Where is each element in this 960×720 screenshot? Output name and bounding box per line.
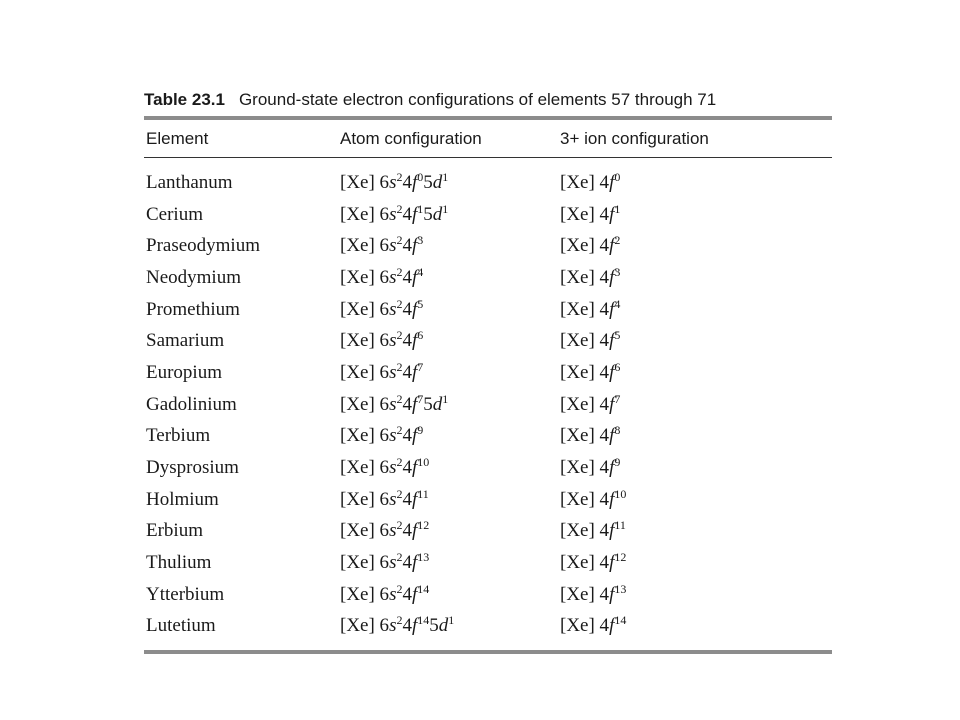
orbital-letter: f	[411, 298, 418, 320]
superscript: 1	[442, 391, 449, 406]
config-text: [Xe] 6	[340, 615, 390, 637]
orbital-letter: f	[609, 583, 615, 605]
atom-configuration	[340, 296, 560, 321]
atom-configuration	[340, 201, 560, 226]
config-text: 4	[402, 488, 412, 510]
ion-configuration	[560, 296, 832, 321]
superscript: 2	[396, 613, 403, 628]
orbital-letter: f	[609, 520, 615, 542]
superscript: 2	[396, 455, 403, 470]
atom-configuration	[340, 615, 560, 637]
config-text: 5	[423, 393, 433, 415]
superscript: 1	[448, 613, 455, 628]
config-text: [Xe] 4	[560, 266, 610, 288]
superscript: 2	[396, 518, 403, 533]
superscript: 2	[396, 423, 403, 438]
element-name: Erbium	[146, 520, 203, 542]
config-text: [Xe] 6	[340, 235, 390, 257]
config-text: 4	[402, 615, 412, 637]
config-text: [Xe] 6	[340, 488, 390, 510]
orbital-letter: f	[411, 552, 418, 574]
superscript: 5	[614, 328, 621, 343]
config-text: 5	[429, 615, 439, 637]
element-name: Lutetium	[146, 615, 216, 637]
superscript: 2	[396, 359, 403, 374]
ion-configuration	[560, 235, 832, 257]
superscript: 0	[417, 169, 424, 184]
orbital-letter: s	[389, 520, 397, 542]
config-text: [Xe] 4	[560, 552, 610, 574]
superscript: 1	[442, 201, 449, 216]
header-atom-configuration: Atom configuration	[340, 128, 482, 148]
config-text: 5	[423, 203, 433, 225]
orbital-letter: s	[389, 361, 397, 383]
superscript: 14	[417, 613, 430, 628]
atom-configuration	[340, 425, 560, 447]
element-name: Holmium	[146, 488, 219, 510]
ion-configuration	[560, 486, 832, 511]
orbital-letter: f	[609, 425, 615, 447]
superscript: 2	[396, 169, 403, 184]
table-row	[144, 421, 832, 453]
config-text: 4	[402, 298, 412, 320]
config-text: [Xe] 6	[340, 330, 390, 352]
superscript: 10	[417, 455, 430, 470]
element-name: Samarium	[146, 330, 225, 352]
ion-configuration	[560, 264, 832, 289]
atom-configuration	[340, 330, 560, 352]
orbital-letter: f	[609, 615, 615, 637]
ion-configuration	[560, 520, 832, 542]
orbital-letter: f	[609, 361, 615, 383]
config-text: [Xe] 6	[340, 266, 390, 288]
table-number: Table 23.1	[144, 90, 225, 109]
atom-configuration	[340, 457, 560, 479]
superscript: 12	[417, 518, 430, 533]
config-text: 4	[402, 235, 412, 257]
ion-configuration	[560, 359, 832, 384]
config-text: 4	[402, 457, 412, 479]
config-text: [Xe] 4	[560, 615, 610, 637]
superscript: 2	[396, 264, 403, 279]
superscript: 2	[396, 201, 403, 216]
config-text: [Xe] 6	[340, 298, 390, 320]
superscript: 3	[614, 264, 621, 279]
orbital-letter: f	[411, 488, 418, 510]
config-text: 4	[402, 203, 412, 225]
orbital-letter: f	[411, 235, 418, 257]
config-text: 4	[402, 266, 412, 288]
superscript: 13	[614, 581, 627, 596]
orbital-letter: f	[609, 266, 615, 288]
table-row	[144, 611, 832, 643]
config-text: [Xe] 4	[560, 203, 610, 225]
orbital-letter: f	[411, 203, 418, 225]
superscript: 2	[396, 486, 403, 501]
table-row	[144, 294, 832, 326]
ion-configuration	[560, 391, 832, 416]
superscript: 5	[417, 296, 424, 311]
superscript: 7	[614, 391, 621, 406]
config-text: [Xe] 6	[340, 583, 390, 605]
orbital-letter: f	[609, 393, 615, 415]
table-row	[144, 325, 832, 357]
atom-configuration	[340, 235, 560, 257]
superscript: 9	[614, 455, 621, 470]
orbital-letter: f	[411, 520, 418, 542]
superscript: 2	[614, 233, 621, 248]
orbital-letter: f	[609, 488, 615, 510]
table-row	[144, 199, 832, 231]
superscript: 10	[614, 486, 627, 501]
orbital-letter: s	[389, 266, 397, 288]
superscript: 1	[442, 169, 449, 184]
config-text: 4	[402, 520, 412, 542]
superscript: 12	[614, 550, 627, 565]
element-name: Promethium	[146, 298, 240, 320]
superscript: 4	[417, 264, 424, 279]
orbital-letter: d	[432, 393, 443, 415]
table-row	[144, 452, 832, 484]
orbital-letter: s	[389, 488, 397, 510]
ion-configuration	[560, 425, 832, 447]
superscript: 4	[614, 296, 621, 311]
orbital-letter: f	[609, 330, 615, 352]
header-element: Element	[146, 128, 209, 148]
atom-configuration	[340, 169, 560, 194]
orbital-letter: f	[411, 330, 418, 352]
orbital-letter: d	[438, 615, 449, 637]
element-name: Lanthanum	[146, 171, 233, 193]
config-text: [Xe] 6	[340, 171, 390, 193]
superscript: 2	[396, 550, 403, 565]
table-row	[144, 389, 832, 421]
config-text: 4	[402, 583, 412, 605]
superscript: 2	[396, 391, 403, 406]
config-text: [Xe] 4	[560, 298, 610, 320]
config-text: [Xe] 4	[560, 235, 610, 257]
table-row	[144, 167, 832, 199]
orbital-letter: f	[609, 203, 615, 225]
config-text: [Xe] 4	[560, 361, 610, 383]
config-text: 4	[402, 171, 412, 193]
superscript: 1	[417, 201, 424, 216]
superscript: 0	[614, 169, 621, 184]
orbital-letter: f	[411, 171, 418, 193]
superscript: 2	[396, 296, 403, 311]
superscript: 2	[396, 581, 403, 596]
orbital-letter: s	[389, 615, 397, 637]
element-name: Praseodymium	[146, 235, 260, 257]
orbital-letter: f	[411, 457, 418, 479]
orbital-letter: s	[389, 583, 397, 605]
element-name: Ytterbium	[146, 583, 225, 605]
ion-configuration	[560, 581, 832, 606]
ion-configuration	[560, 615, 832, 637]
superscript: 13	[417, 550, 430, 565]
orbital-letter: f	[411, 361, 418, 383]
superscript: 9	[417, 423, 424, 438]
orbital-letter: s	[389, 235, 397, 257]
superscript: 11	[614, 518, 626, 533]
config-text: [Xe] 6	[340, 393, 390, 415]
orbital-letter: f	[411, 615, 418, 637]
table-title: Ground-state electron configurations of elements 57 through 71	[238, 90, 717, 109]
atom-configuration	[340, 391, 560, 416]
table-row	[144, 357, 832, 389]
superscript: 7	[417, 391, 424, 406]
orbital-letter: s	[389, 425, 397, 447]
orbital-letter: f	[609, 552, 615, 574]
atom-configuration	[340, 486, 560, 511]
superscript: 6	[417, 328, 424, 343]
atom-configuration	[340, 581, 560, 606]
config-text: 4	[402, 425, 412, 447]
element-name: Neodymium	[146, 266, 241, 288]
config-text: [Xe] 4	[560, 520, 610, 542]
orbital-letter: f	[609, 457, 615, 479]
atom-configuration	[340, 264, 560, 289]
config-text: 4	[402, 361, 412, 383]
config-text: [Xe] 4	[560, 393, 610, 415]
orbital-letter: s	[389, 552, 397, 574]
superscript: 8	[614, 423, 621, 438]
superscript: 3	[417, 233, 424, 248]
orbital-letter: s	[389, 330, 397, 352]
superscript: 14	[417, 581, 430, 596]
element-name: Dysprosium	[146, 457, 239, 479]
superscript: 1	[614, 201, 621, 216]
orbital-letter: s	[389, 457, 397, 479]
orbital-letter: f	[411, 583, 418, 605]
orbital-letter: f	[411, 266, 418, 288]
element-name: Cerium	[146, 203, 203, 225]
table-row	[144, 516, 832, 548]
element-name: Thulium	[146, 552, 212, 574]
config-text: [Xe] 4	[560, 330, 610, 352]
ion-configuration	[560, 201, 832, 226]
config-text: [Xe] 6	[340, 552, 390, 574]
superscript: 14	[614, 613, 627, 628]
config-text: 5	[423, 171, 433, 193]
superscript: 7	[417, 359, 424, 374]
table-row	[144, 547, 832, 579]
config-text: 4	[402, 330, 412, 352]
bottom-rule	[144, 650, 832, 654]
atom-configuration	[340, 520, 560, 542]
superscript: 6	[614, 359, 621, 374]
orbital-letter: d	[432, 171, 443, 193]
table-row	[144, 484, 832, 516]
config-text: [Xe] 6	[340, 457, 390, 479]
config-text: [Xe] 4	[560, 425, 610, 447]
orbital-letter: s	[389, 298, 397, 320]
superscript: 2	[396, 328, 403, 343]
ion-configuration	[560, 169, 832, 194]
config-text: [Xe] 4	[560, 171, 610, 193]
ion-configuration	[560, 552, 832, 574]
config-text: 4	[402, 393, 412, 415]
orbital-letter: s	[389, 203, 397, 225]
config-text: [Xe] 6	[340, 520, 390, 542]
orbital-letter: d	[432, 203, 443, 225]
orbital-letter: f	[609, 171, 615, 193]
superscript: 11	[417, 486, 429, 501]
ion-configuration	[560, 457, 832, 479]
header-ion-configuration: 3+ ion configuration	[560, 128, 709, 148]
atom-configuration	[340, 552, 560, 574]
orbital-letter: f	[411, 393, 418, 415]
orbital-letter: f	[609, 235, 615, 257]
orbital-letter: f	[609, 298, 615, 320]
table-row	[144, 579, 832, 611]
configuration-table	[144, 88, 832, 654]
config-text: [Xe] 4	[560, 583, 610, 605]
atom-configuration	[340, 359, 560, 384]
orbital-letter: s	[389, 171, 397, 193]
superscript: 2	[396, 233, 403, 248]
ion-configuration	[560, 330, 832, 352]
config-text: [Xe] 6	[340, 425, 390, 447]
table-row	[144, 262, 832, 294]
table-body	[144, 158, 832, 650]
config-text: [Xe] 4	[560, 457, 610, 479]
orbital-letter: f	[411, 425, 418, 447]
element-name: Terbium	[146, 425, 211, 447]
config-text: [Xe] 4	[560, 488, 610, 510]
table-caption	[144, 88, 832, 116]
config-text: [Xe] 6	[340, 361, 390, 383]
config-text: [Xe] 6	[340, 203, 390, 225]
orbital-letter: s	[389, 393, 397, 415]
element-name: Europium	[146, 361, 222, 383]
header-row	[144, 120, 832, 157]
table-row	[144, 230, 832, 262]
element-name: Gadolinium	[146, 393, 237, 415]
config-text: 4	[402, 552, 412, 574]
